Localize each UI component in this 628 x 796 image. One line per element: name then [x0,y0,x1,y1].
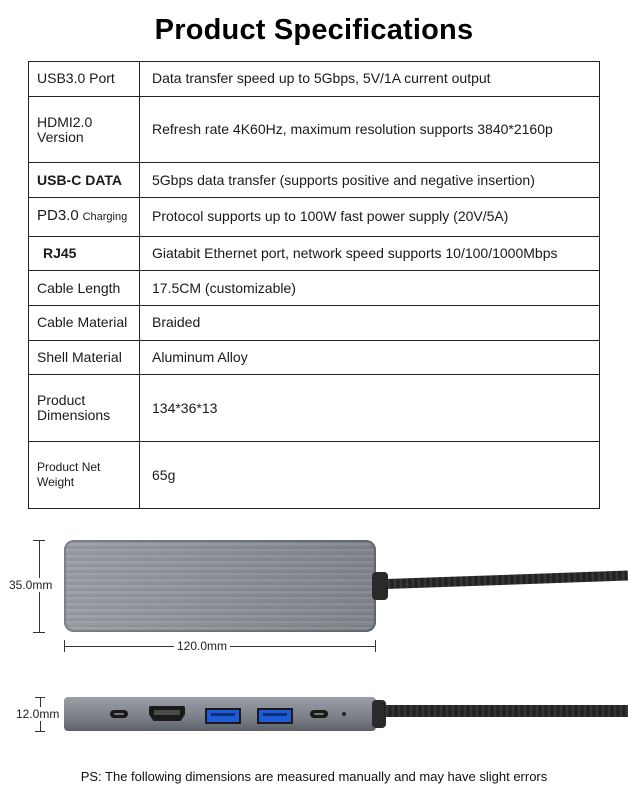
page-title: Product Specifications [154,14,474,46]
led-indicator-icon [342,712,346,716]
table-row [29,236,600,271]
cable [386,571,628,589]
table-row [29,375,600,442]
table-row [29,271,600,306]
spec-value: 5Gbps data transfer (supports positive and negative insertion) [140,163,600,198]
usb-a-port-icon [205,708,241,724]
hub-side-view [64,697,376,731]
spec-value: Data transfer speed up to 5Gbps, 5V/1A current output [140,62,600,97]
length-label: 120.0mm [174,639,230,653]
spec-value: Protocol supports up to 100W fast power supply (20V/5A) [140,198,600,237]
table-row [29,62,600,97]
cable [384,705,628,717]
spec-value: Giatabit Ethernet port, network speed supports 10/100/1000Mbps [140,236,600,271]
spec-value: 65g [140,442,600,509]
usb-c-port-icon [110,710,128,718]
usb-a-port-icon [257,708,293,724]
hdmi-port-icon [149,706,185,721]
spec-key-sub: Charging [82,211,128,224]
spec-key: HDMI2.0 Version [29,96,140,163]
hub-top-view [64,540,376,632]
spec-key: Product Net Weight [29,442,140,509]
table-row [29,340,600,375]
spec-table [28,61,600,509]
table-row [29,442,600,509]
thickness-label: 12.0mm [16,707,60,721]
measurement-note: PS: The following dimensions are measured manually and may have slight errors [80,769,548,784]
spec-key: Product Dimensions [29,375,140,442]
spec-value: Braided [140,305,600,340]
spec-key: Shell Material [29,340,140,375]
height-label: 35.0mm [9,578,53,592]
table-row [29,163,600,198]
table-row [29,96,600,163]
spec-value: 17.5CM (customizable) [140,271,600,306]
spec-value: 134*36*13 [140,375,600,442]
spec-value: Aluminum Alloy [140,340,600,375]
table-row [29,305,600,340]
usb-c-port-icon [310,710,328,718]
spec-key [29,198,140,237]
spec-key: Cable Material [29,305,140,340]
spec-key: USB-C DATA [29,163,140,198]
spec-key: USB3.0 Port [29,62,140,97]
table-row [29,198,600,237]
spec-key-main: PD3.0 [37,207,79,225]
spec-key: RJ45 [29,236,140,271]
spec-value: Refresh rate 4K60Hz, maximum resolution supports 3840*2160p [140,96,600,163]
spec-key: Cable Length [29,271,140,306]
